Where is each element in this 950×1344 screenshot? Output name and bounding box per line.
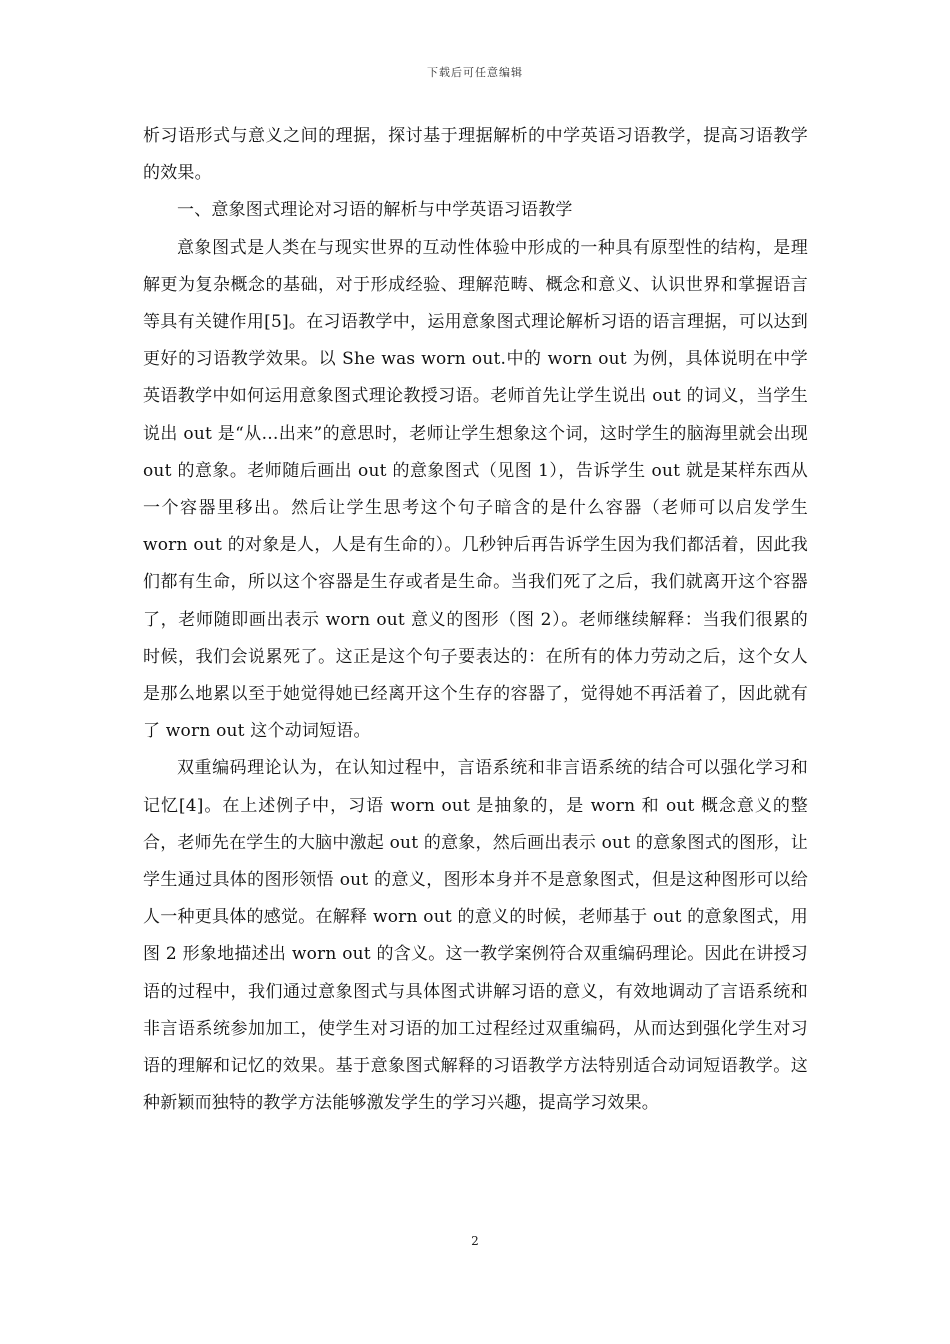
section-heading: 一、意象图式理论对习语的解析与中学英语习语教学 — [177, 200, 573, 221]
paragraph-image-schema: 意象图式是人类在与现实世界的互动性体验中形成的一种具有原型性的结构，是理解更为复杂概念的基础，对于形成经验、理解范畴、概念和意义、认识世界和掌握语言等具有关键作用[5]。在习语教学中，运用意象图式理论解析习语的语言理据，可以达到更好的习语教学效果。以 She was worn out.中的 worn out 为例，具体说明在中学英语教学中如何运用意象图式理论教授习语。老师首先让学生说出 out 的词义，当学生说出 out 是“从…出来”的意思时，老师让学生想象这个词，这时学生的脑海里就会出现 out 的意象。老师随后画出 out 的意象图式（见图 1），告诉学生 out 就是某样东西从一个容器里移出。然后让学生思考这个句子暗含的是什么容器（老师可以启发学生 worn out 的对象是人，人是有生命的）。几秒钟后再告诉学生因为我们都活着，因此我们都有生命，所以这个容器是生存或者是生命。当我们死了之后，我们就离开这个容器了，老师随即画出表示 worn out 意义的图形（图 2）。老师继续解释：当我们很累的时候，我们会说累死了。这正是这个句子要表达的：在所有的体力劳动之后，这个女人是那么地累以至于她觉得她已经离开这个生存的容器了，觉得她不再活着了，因此就有了 worn out 这个动词短语。 — [143, 237, 808, 742]
page-header: 下载后可任意编辑 — [427, 66, 523, 79]
paragraph-dual-coding: 双重编码理论认为，在认知过程中，言语系统和非言语系统的结合可以强化学习和记忆[4]。在上述例子中，习语 worn out 是抽象的，是 worn 和 out 概念意义的整合，老师先在学生的大脑中激起 out 的意象，然后画出表示 out 的意象图式的图形，让学生通过具体的图形领悟 out 的意义，图形本身并不是意象图式，但是这种图形可以给人一种更具体的感觉。在解释 worn out 的意义的时候，老师基于 out 的意象图式，用图 2 形象地描述出 worn out 的含义。这一教学案例符合双重编码理论。因此在讲授习语的过程中，我们通过意象图式与具体图式讲解习语的意义，有效地调动了言语系统和非言语系统参加加工，使学生对习语的加工过程经过双重编码，从而达到强化学生对习语的理解和记忆的效果。基于意象图式解释的习语教学方法特别适合动词短语教学。这种新颖而独特的教学方法能够激发学生的学习兴趣，提高学习效果。 — [143, 758, 808, 1114]
document-body — [143, 118, 808, 1122]
page-number: 2 — [471, 1234, 479, 1248]
paragraph-continuation: 析习语形式与意义之间的理据，探讨基于理据解析的中学英语习语教学，提高习语教学的效果。 — [143, 126, 808, 184]
